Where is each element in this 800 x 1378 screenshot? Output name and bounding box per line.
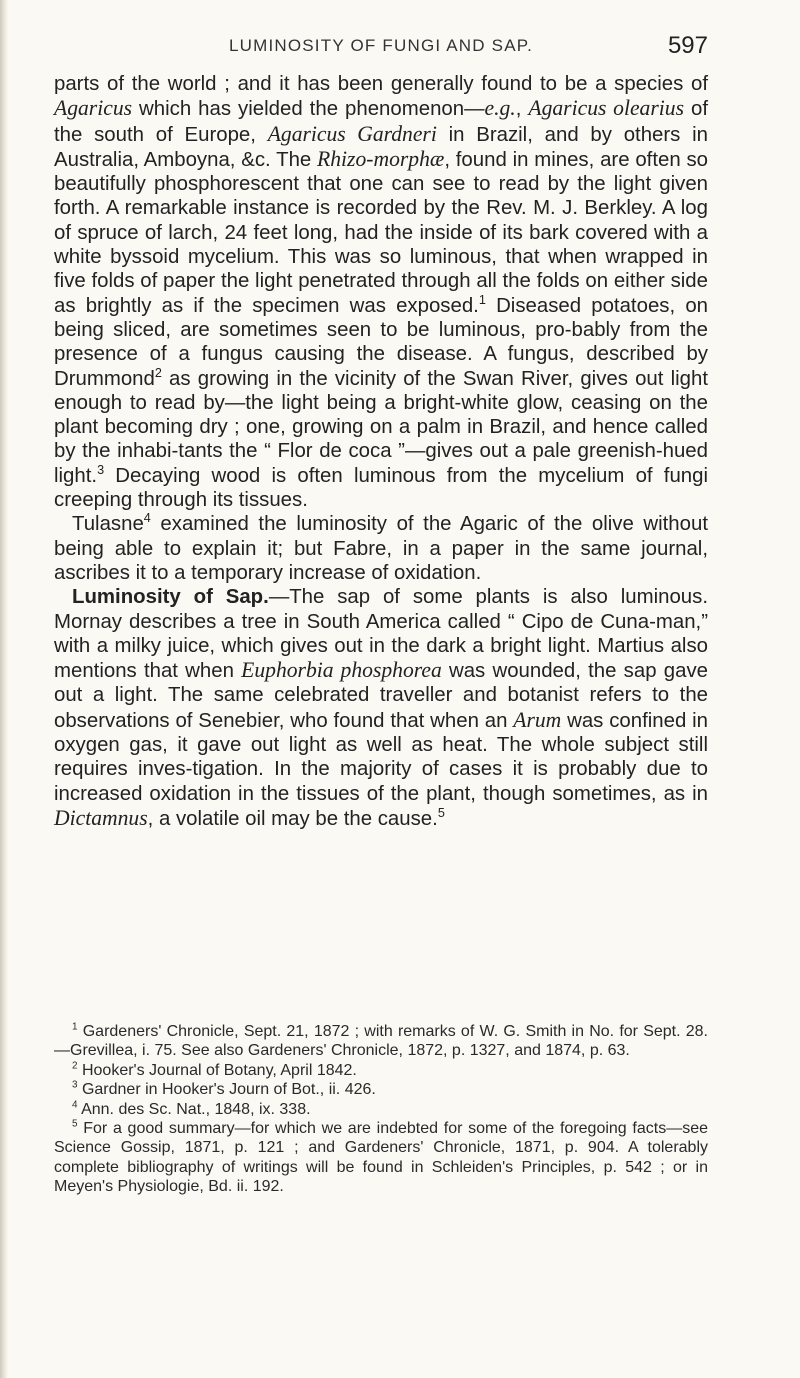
italic-term: Rhizo-morphæ bbox=[317, 146, 445, 171]
footnote bbox=[54, 1061, 708, 1080]
running-head: LUMINOSITY OF FUNGI AND SAP. bbox=[228, 36, 534, 55]
footnote-ref: 2 bbox=[154, 365, 162, 380]
paragraph-tulasne bbox=[54, 512, 708, 585]
footnote-mark: 1 bbox=[72, 1021, 78, 1033]
page-binding-edge bbox=[0, 0, 8, 1378]
text-run: Diseased potatoes, on being sliced, are sometimes seen to be luminous, pro-bably from the presence of a fungus causing the disease. A fungus, described by Drummond bbox=[54, 294, 708, 390]
text-run: Tulasne bbox=[72, 513, 144, 536]
text-run: , bbox=[515, 98, 529, 121]
page-header bbox=[54, 34, 708, 60]
footnote-mark: 5 bbox=[72, 1118, 78, 1130]
italic-term: Arum bbox=[513, 707, 562, 732]
text-run: in Brazil, and by others in Australia, Amboyna, &c. The bbox=[54, 123, 709, 171]
paragraph-fungi-luminosity bbox=[54, 72, 708, 512]
footnote-ref: 5 bbox=[437, 806, 445, 821]
main-text bbox=[54, 72, 708, 831]
italic-term: Agaricus Gardneri bbox=[267, 121, 437, 146]
footnote-ref: 1 bbox=[478, 292, 486, 307]
footnote-mark: 3 bbox=[72, 1079, 78, 1091]
footnote-text: Ann. des Sc. Nat., 1848, ix. 338. bbox=[77, 1100, 311, 1118]
text-run: of the south of Europe, bbox=[54, 98, 708, 146]
italic-term: Euphorbia phosphorea bbox=[241, 658, 442, 683]
footnote-ref: 3 bbox=[97, 462, 105, 477]
footnote-text: Gardeners' Chronicle, Sept. 21, 1872 ; with remarks of W. G. Smith in No. for Sept. 28.—Grevillea, i. 75. See also Gardeners' Chronicle, 1872, p. 1327, and 1874, p. 63. bbox=[54, 1023, 708, 1060]
footnotes bbox=[54, 1022, 708, 1197]
text-run: Decaying wood is often luminous from the mycelium of fungi creeping through its tissues. bbox=[54, 464, 708, 512]
text-run: was wounded, the sap gave out a light. The same celebrated traveller and botanist refers to the observations of Senebier, who found that when an bbox=[54, 660, 708, 732]
section-heading: Luminosity of Sap. bbox=[72, 586, 269, 609]
footnote bbox=[54, 1080, 708, 1099]
footnote-text: Gardner in Hooker's Journ of Bot., ii. 426. bbox=[77, 1081, 376, 1099]
text-run: which has yielded the phenomenon— bbox=[132, 98, 485, 121]
footnote-mark: 2 bbox=[72, 1060, 78, 1072]
footnote bbox=[54, 1119, 708, 1197]
footnote-mark: 4 bbox=[72, 1099, 78, 1111]
text-run: , a volatile oil may be the cause. bbox=[147, 807, 438, 830]
text-run: as growing in the vicinity of the Swan River, gives out light enough to read by—the light being a bright-white glow, ceasing on the plant becoming dry ; one, growing on a palm in Brazil, and hence called by the inhabi-tants the “ Flor de coca ”—gives out a pale greenish-hued light. bbox=[54, 367, 708, 487]
text-run: parts of the world ; and it has been generally found to be a species of bbox=[54, 73, 708, 95]
footnote bbox=[54, 1100, 708, 1119]
text-run: was confined in oxygen gas, it gave out light as well as heat. The whole subject still requires inves-tigation. In the majority of cases it is probably due to increased oxidation in the tissues of the plant, though sometimes, as in bbox=[54, 709, 708, 805]
footnote bbox=[54, 1022, 708, 1061]
paragraph-luminosity-of-sap bbox=[54, 585, 708, 831]
text-run: examined the luminosity of the Agaric of the olive without being able to explain it; but Fabre, in a paper in the same journal, ascribes it to a temporary increase of oxidation. bbox=[54, 513, 708, 584]
italic-term: Dictamnus bbox=[54, 805, 148, 830]
page-number: 597 bbox=[667, 32, 708, 59]
italic-term: e.g. bbox=[484, 96, 516, 121]
footnote-text: Hooker's Journal of Botany, April 1842. bbox=[77, 1061, 357, 1079]
text-run: —The sap of some plants is also luminous. Mornay describes a tree in South America called “ Cipo de Cuna-man,” with a milky juice, which gives out in the dark a bright light. Martius also mentions that when bbox=[54, 586, 708, 683]
italic-term: Agaricus bbox=[54, 96, 133, 121]
footnote-text: For a good summary—for which we are indebted for some of the foregoing facts—see Science Gossip, 1871, p. 121 ; and Gardeners' Chronicle, 1871, p. 904. A tolerably complete bibliography of writings will be found in Schleiden's Principles, p. 542 ; or in Meyen's Physiologie, Bd. ii. 192. bbox=[54, 1120, 708, 1196]
text-run: , found in mines, are often so beautifully phosphorescent that one can see to read by the light given forth. A remarkable instance is recorded by the Rev. M. J. Berkley. A log of spruce of larch, 24 feet long, had the inside of its bark covered with a white byssoid mycelium. This was so luminous, that when wrapped in five folds of paper the light penetrated through all the folds on either side as brightly as if the specimen was exposed. bbox=[54, 148, 708, 317]
footnote-ref: 4 bbox=[143, 511, 151, 526]
italic-term: Agaricus olearius bbox=[528, 96, 684, 121]
